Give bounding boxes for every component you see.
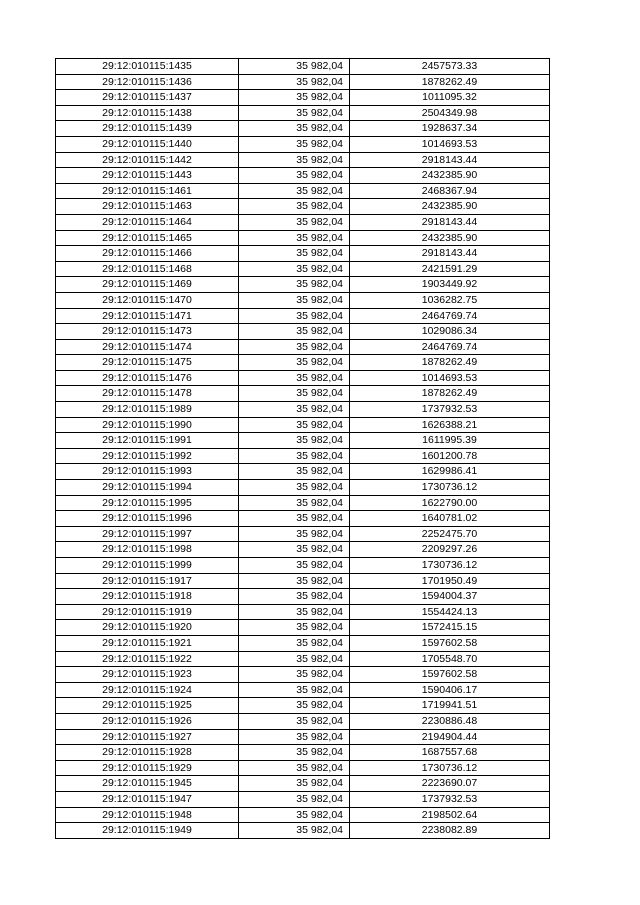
value-cell: 1611995.39: [350, 433, 550, 449]
table-row: [56, 682, 550, 698]
value-cell: 2464769.74: [350, 339, 550, 355]
value-cell: 1878262.49: [350, 355, 550, 371]
area-cell: 35 982,04: [239, 324, 350, 340]
cadastral-number-cell: 29:12:010115:1999: [56, 558, 239, 574]
cadastral-number-cell: 29:12:010115:1992: [56, 448, 239, 464]
table-row: [56, 370, 550, 386]
cadastral-number-cell: 29:12:010115:1470: [56, 292, 239, 308]
cadastral-number-cell: 29:12:010115:1437: [56, 90, 239, 106]
table-row: [56, 105, 550, 121]
value-cell: 2457573.33: [350, 59, 550, 75]
cadastral-number-cell: 29:12:010115:1997: [56, 526, 239, 542]
table-row: [56, 339, 550, 355]
value-cell: 2223690.07: [350, 776, 550, 792]
cadastral-number-cell: 29:12:010115:1442: [56, 152, 239, 168]
area-cell: 35 982,04: [239, 308, 350, 324]
area-cell: 35 982,04: [239, 558, 350, 574]
table-row: [56, 199, 550, 215]
value-cell: 1590406.17: [350, 682, 550, 698]
cadastral-number-cell: 29:12:010115:1436: [56, 74, 239, 90]
area-cell: 35 982,04: [239, 214, 350, 230]
table-row: [56, 729, 550, 745]
table-row: [56, 246, 550, 262]
area-cell: 35 982,04: [239, 776, 350, 792]
cadastral-number-cell: 29:12:010115:1989: [56, 402, 239, 418]
area-cell: 35 982,04: [239, 667, 350, 683]
table-row: [56, 526, 550, 542]
table-row: [56, 277, 550, 293]
table-row: [56, 604, 550, 620]
value-cell: 2918143.44: [350, 152, 550, 168]
cadastral-number-cell: 29:12:010115:1996: [56, 511, 239, 527]
table-row: [56, 635, 550, 651]
area-cell: 35 982,04: [239, 464, 350, 480]
area-cell: 35 982,04: [239, 511, 350, 527]
table-row: [56, 230, 550, 246]
cadastral-number-cell: 29:12:010115:1473: [56, 324, 239, 340]
table-row: [56, 620, 550, 636]
cadastral-number-cell: 29:12:010115:1918: [56, 589, 239, 605]
table-row: [56, 168, 550, 184]
cadastral-number-cell: 29:12:010115:1440: [56, 136, 239, 152]
cadastral-number-cell: 29:12:010115:1925: [56, 698, 239, 714]
area-cell: 35 982,04: [239, 807, 350, 823]
cadastral-number-cell: 29:12:010115:1461: [56, 183, 239, 199]
cadastral-number-cell: 29:12:010115:1443: [56, 168, 239, 184]
cadastral-number-cell: 29:12:010115:1475: [56, 355, 239, 371]
table-row: [56, 386, 550, 402]
area-cell: 35 982,04: [239, 729, 350, 745]
table-row: [56, 511, 550, 527]
table-row: [56, 760, 550, 776]
table-row: [56, 448, 550, 464]
value-cell: 2432385.90: [350, 168, 550, 184]
table-row: [56, 807, 550, 823]
area-cell: 35 982,04: [239, 651, 350, 667]
area-cell: 35 982,04: [239, 355, 350, 371]
table-row: [56, 542, 550, 558]
value-cell: 1701950.49: [350, 573, 550, 589]
value-cell: 2209297.26: [350, 542, 550, 558]
area-cell: 35 982,04: [239, 386, 350, 402]
cadastral-number-cell: 29:12:010115:1922: [56, 651, 239, 667]
value-cell: 2464769.74: [350, 308, 550, 324]
area-cell: 35 982,04: [239, 230, 350, 246]
value-cell: 1014693.53: [350, 370, 550, 386]
value-cell: 1626388.21: [350, 417, 550, 433]
table-row: [56, 402, 550, 418]
value-cell: 1622790.00: [350, 495, 550, 511]
value-cell: 1719941.51: [350, 698, 550, 714]
cadastral-number-cell: 29:12:010115:1469: [56, 277, 239, 293]
area-cell: 35 982,04: [239, 121, 350, 137]
cadastral-number-cell: 29:12:010115:1438: [56, 105, 239, 121]
area-cell: 35 982,04: [239, 573, 350, 589]
area-cell: 35 982,04: [239, 635, 350, 651]
value-cell: 2194904.44: [350, 729, 550, 745]
area-cell: 35 982,04: [239, 495, 350, 511]
area-cell: 35 982,04: [239, 105, 350, 121]
value-cell: 1597602.58: [350, 667, 550, 683]
cadastral-number-cell: 29:12:010115:1465: [56, 230, 239, 246]
area-cell: 35 982,04: [239, 90, 350, 106]
cadastral-number-cell: 29:12:010115:1926: [56, 713, 239, 729]
area-cell: 35 982,04: [239, 589, 350, 605]
area-cell: 35 982,04: [239, 620, 350, 636]
value-cell: 2230886.48: [350, 713, 550, 729]
cadastral-number-cell: 29:12:010115:1463: [56, 199, 239, 215]
value-cell: 1705548.70: [350, 651, 550, 667]
cadastral-number-cell: 29:12:010115:1924: [56, 682, 239, 698]
cadastral-number-cell: 29:12:010115:1474: [56, 339, 239, 355]
table-row: [56, 214, 550, 230]
table-row: [56, 324, 550, 340]
area-cell: 35 982,04: [239, 183, 350, 199]
table-row: [56, 308, 550, 324]
area-cell: 35 982,04: [239, 791, 350, 807]
table-row: [56, 589, 550, 605]
cadastral-number-cell: 29:12:010115:1476: [56, 370, 239, 386]
cadastral-value-table: [55, 58, 550, 839]
value-cell: 1594004.37: [350, 589, 550, 605]
value-cell: 1629986.41: [350, 464, 550, 480]
value-cell: 1730736.12: [350, 480, 550, 496]
cadastral-number-cell: 29:12:010115:1993: [56, 464, 239, 480]
table-row: [56, 261, 550, 277]
table-row: [56, 74, 550, 90]
area-cell: 35 982,04: [239, 542, 350, 558]
value-cell: 1572415.15: [350, 620, 550, 636]
area-cell: 35 982,04: [239, 448, 350, 464]
table-row: [56, 495, 550, 511]
table-row: [56, 433, 550, 449]
area-cell: 35 982,04: [239, 745, 350, 761]
value-cell: 1029086.34: [350, 324, 550, 340]
value-cell: 1011095.32: [350, 90, 550, 106]
table-row: [56, 183, 550, 199]
area-cell: 35 982,04: [239, 604, 350, 620]
area-cell: 35 982,04: [239, 292, 350, 308]
area-cell: 35 982,04: [239, 74, 350, 90]
value-cell: 2918143.44: [350, 246, 550, 262]
value-cell: 1687557.68: [350, 745, 550, 761]
cadastral-number-cell: 29:12:010115:1471: [56, 308, 239, 324]
area-cell: 35 982,04: [239, 277, 350, 293]
cadastral-number-cell: 29:12:010115:1464: [56, 214, 239, 230]
table-row: [56, 355, 550, 371]
cadastral-number-cell: 29:12:010115:1948: [56, 807, 239, 823]
value-cell: 1737932.53: [350, 791, 550, 807]
cadastral-number-cell: 29:12:010115:1919: [56, 604, 239, 620]
area-cell: 35 982,04: [239, 59, 350, 75]
area-cell: 35 982,04: [239, 370, 350, 386]
cadastral-number-cell: 29:12:010115:1945: [56, 776, 239, 792]
table-row: [56, 823, 550, 839]
area-cell: 35 982,04: [239, 682, 350, 698]
cadastral-number-cell: 29:12:010115:1920: [56, 620, 239, 636]
table-row: [56, 573, 550, 589]
table-row: [56, 136, 550, 152]
table-row: [56, 791, 550, 807]
area-cell: 35 982,04: [239, 136, 350, 152]
value-cell: 1878262.49: [350, 386, 550, 402]
area-cell: 35 982,04: [239, 698, 350, 714]
table-row: [56, 464, 550, 480]
cadastral-number-cell: 29:12:010115:1994: [56, 480, 239, 496]
cadastral-number-cell: 29:12:010115:1991: [56, 433, 239, 449]
table-row: [56, 698, 550, 714]
area-cell: 35 982,04: [239, 246, 350, 262]
value-cell: 2421591.29: [350, 261, 550, 277]
value-cell: 1014693.53: [350, 136, 550, 152]
cadastral-number-cell: 29:12:010115:1923: [56, 667, 239, 683]
table-row: [56, 651, 550, 667]
area-cell: 35 982,04: [239, 168, 350, 184]
cadastral-number-cell: 29:12:010115:1929: [56, 760, 239, 776]
value-cell: 2198502.64: [350, 807, 550, 823]
area-cell: 35 982,04: [239, 480, 350, 496]
cadastral-number-cell: 29:12:010115:1947: [56, 791, 239, 807]
table-row: [56, 480, 550, 496]
value-cell: 2918143.44: [350, 214, 550, 230]
value-cell: 1597602.58: [350, 635, 550, 651]
value-cell: 1601200.78: [350, 448, 550, 464]
table-row: [56, 776, 550, 792]
cadastral-number-cell: 29:12:010115:1478: [56, 386, 239, 402]
cadastral-number-cell: 29:12:010115:1995: [56, 495, 239, 511]
area-cell: 35 982,04: [239, 526, 350, 542]
cadastral-number-cell: 29:12:010115:1921: [56, 635, 239, 651]
document-page: [55, 58, 550, 839]
cadastral-number-cell: 29:12:010115:1466: [56, 246, 239, 262]
area-cell: 35 982,04: [239, 339, 350, 355]
value-cell: 2238082.89: [350, 823, 550, 839]
cadastral-number-cell: 29:12:010115:1468: [56, 261, 239, 277]
value-cell: 2432385.90: [350, 230, 550, 246]
cadastral-number-cell: 29:12:010115:1928: [56, 745, 239, 761]
value-cell: 1640781.02: [350, 511, 550, 527]
area-cell: 35 982,04: [239, 823, 350, 839]
cadastral-number-cell: 29:12:010115:1439: [56, 121, 239, 137]
value-cell: 1928637.34: [350, 121, 550, 137]
area-cell: 35 982,04: [239, 713, 350, 729]
table-row: [56, 667, 550, 683]
value-cell: 1036282.75: [350, 292, 550, 308]
value-cell: 2468367.94: [350, 183, 550, 199]
value-cell: 2504349.98: [350, 105, 550, 121]
cadastral-number-cell: 29:12:010115:1917: [56, 573, 239, 589]
table-row: [56, 558, 550, 574]
table-row: [56, 90, 550, 106]
table-row: [56, 713, 550, 729]
table-row: [56, 152, 550, 168]
area-cell: 35 982,04: [239, 760, 350, 776]
value-cell: 2252475.70: [350, 526, 550, 542]
value-cell: 1730736.12: [350, 760, 550, 776]
table-row: [56, 59, 550, 75]
cadastral-number-cell: 29:12:010115:1949: [56, 823, 239, 839]
cadastral-number-cell: 29:12:010115:1990: [56, 417, 239, 433]
area-cell: 35 982,04: [239, 417, 350, 433]
table-row: [56, 292, 550, 308]
table-row: [56, 417, 550, 433]
table-row: [56, 745, 550, 761]
area-cell: 35 982,04: [239, 402, 350, 418]
area-cell: 35 982,04: [239, 199, 350, 215]
value-cell: 1903449.92: [350, 277, 550, 293]
cadastral-number-cell: 29:12:010115:1435: [56, 59, 239, 75]
area-cell: 35 982,04: [239, 433, 350, 449]
cadastral-number-cell: 29:12:010115:1998: [56, 542, 239, 558]
value-cell: 1730736.12: [350, 558, 550, 574]
table-row: [56, 121, 550, 137]
table-body: [56, 59, 550, 839]
value-cell: 1737932.53: [350, 402, 550, 418]
area-cell: 35 982,04: [239, 261, 350, 277]
area-cell: 35 982,04: [239, 152, 350, 168]
value-cell: 1878262.49: [350, 74, 550, 90]
value-cell: 2432385.90: [350, 199, 550, 215]
value-cell: 1554424.13: [350, 604, 550, 620]
cadastral-number-cell: 29:12:010115:1927: [56, 729, 239, 745]
